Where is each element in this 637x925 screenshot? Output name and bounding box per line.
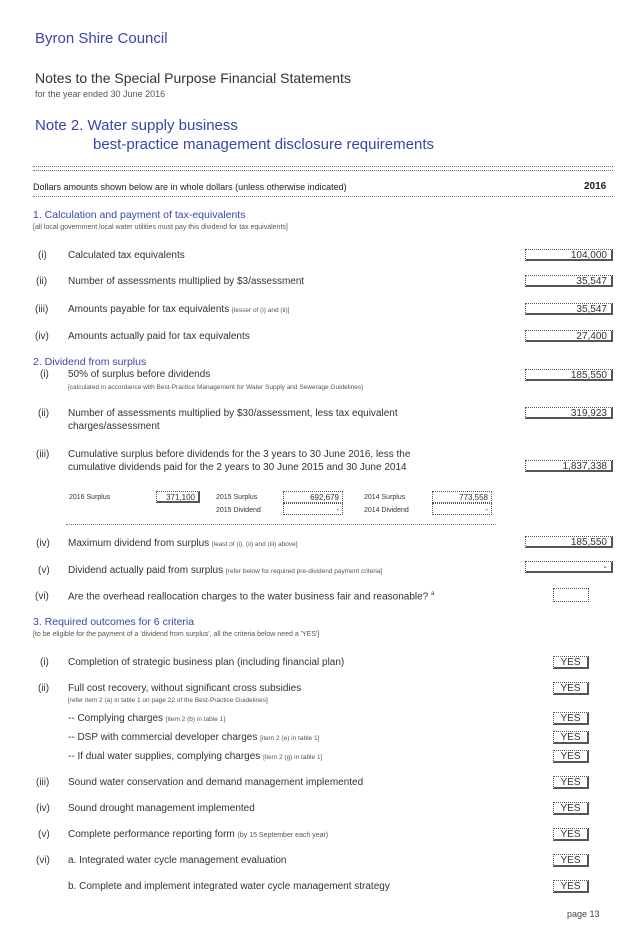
row-text: Amounts actually paid for tax equivalents [68, 331, 250, 342]
value-box: 185,550 [525, 536, 613, 548]
value-box: 1,837,338 [525, 460, 613, 472]
footnote-marker: a [431, 591, 435, 597]
table-header-year: 2016 [584, 181, 607, 192]
row-text-small: [item 2 (g) in table 1] [263, 754, 323, 761]
row-num: (iii) [36, 449, 50, 460]
note-subtitle: best-practice management disclosure requirements [93, 136, 434, 153]
row-text-small: [item 2 (b) in table 1] [165, 716, 226, 723]
row-num: (v) [38, 565, 50, 576]
surplus-2015-value: 692,679 [283, 491, 343, 503]
row-num: (ii) [38, 683, 50, 694]
yes-box: YES [553, 656, 589, 669]
value-box: 104,000 [525, 249, 613, 261]
row-text-small: [lesser of (i) and (ii)] [232, 307, 290, 314]
row-num: (i) [40, 657, 49, 668]
row-num: (iii) [35, 304, 49, 315]
row-text-main: Dividend actually paid from surplus [68, 565, 224, 576]
fiscal-year: for the year ended 30 June 2016 [35, 89, 166, 99]
row-text: charges/assessment [68, 421, 160, 432]
section1-note: [all local government local water utilities must pay this dividend for tax equivalents] [33, 224, 288, 231]
row-text-small: [calculated in accordance with Best-Practice Management for Water Supply and Sewerage Guidelines] [68, 384, 363, 391]
row-text: Calculated tax equivalents [68, 250, 185, 261]
row-num: (ii) [36, 276, 48, 287]
row-text-main: -- DSP with commercial developer charges [68, 732, 258, 743]
row-text: Completion of strategic business plan (including financial plan) [68, 657, 345, 668]
row-text-small: (by 15 September each year) [237, 832, 329, 839]
value-box: - [525, 561, 613, 573]
row-text-main: Amounts payable for tax equivalents [68, 304, 230, 315]
row-text: Number of assessments multiplied by $30/assessment, less tax equivalent [68, 408, 398, 419]
row-num: (i) [40, 369, 49, 380]
divider [33, 166, 613, 171]
row-text [68, 732, 319, 743]
yes-box: YES [553, 776, 589, 789]
section2-title: 2. Dividend from surplus [33, 356, 147, 368]
page-number: page 13 [567, 909, 600, 919]
surplus-2014-label: 2014 Surplus [364, 494, 406, 501]
yes-box: YES [553, 682, 589, 695]
row-text: b. Complete and implement integrated water cycle management strategy [68, 881, 390, 892]
yes-box: YES [553, 828, 589, 841]
value-box: 319,923 [525, 407, 613, 419]
row-text-small: [refer below for required pre-dividend payment criteria] [225, 568, 383, 575]
row-text [68, 304, 289, 315]
row-text: 50% of surplus before dividends [68, 369, 211, 380]
row-text [68, 751, 322, 762]
row-num: (vi) [36, 855, 50, 866]
surplus-2015-label: 2015 Surplus [216, 494, 258, 501]
row-num: (iii) [36, 777, 50, 788]
council-name: Byron Shire Council [35, 30, 168, 47]
row-text-small: [least of (i), (ii) and (iii) above] [211, 541, 298, 548]
divider [33, 196, 613, 197]
row-text-small: [item 2 (e) in table 1] [260, 735, 320, 742]
row-text [68, 829, 328, 840]
surplus-2014-value: 773,558 [432, 491, 492, 503]
row-text [68, 565, 382, 576]
row-text: Number of assessments multiplied by $3/assessment [68, 276, 305, 287]
row-num: (vi) [35, 591, 49, 602]
yes-box: YES [553, 880, 589, 893]
row-num: (iv) [36, 803, 50, 814]
dividend-2014-value: - [432, 503, 492, 515]
row-text: cumulative dividends paid for the 2 years to 30 June 2015 and 30 June 2014 [68, 462, 407, 473]
yes-box: YES [553, 802, 589, 815]
dividend-2014-label: 2014 Dividend [364, 507, 409, 514]
notes-title: Notes to the Special Purpose Financial Statements [35, 70, 351, 86]
value-box: 185,550 [525, 369, 613, 381]
yes-box: YES [553, 854, 589, 867]
row-text-main: Complete performance reporting form [68, 829, 235, 840]
row-text-main: Are the overhead reallocation charges to the water business fair and reasonable? [68, 591, 432, 603]
yes-box: YES [553, 750, 589, 763]
row-num: (v) [38, 829, 50, 840]
row-text: Full cost recovery, without significant cross subsidies [68, 683, 302, 694]
surplus-2016-label: 2016 Surplus [69, 494, 111, 501]
row-num: (iv) [35, 331, 49, 342]
surplus-2016-value: 371,100 [156, 491, 200, 503]
row-text-main: -- Complying charges [68, 713, 164, 724]
row-text-main: Maximum dividend from surplus [68, 538, 210, 549]
section3-title: 3. Required outcomes for 6 criteria [33, 616, 195, 628]
yes-box: YES [553, 712, 589, 725]
table-header-desc: Dollars amounts shown below are in whole dollars (unless otherwise indicated) [33, 182, 347, 192]
row-text [68, 591, 434, 602]
value-box: 35,547 [525, 275, 613, 287]
dividend-2015-label: 2015 Dividend [216, 507, 261, 514]
yes-box: YES [553, 731, 589, 744]
value-box [553, 588, 589, 602]
section3-note: [to be eligible for the payment of a 'dividend from surplus', all the criteria below need a 'YES'] [33, 631, 320, 638]
row-text: Sound drought management implemented [68, 803, 255, 814]
note-title: Note 2. Water supply business [35, 117, 238, 134]
row-text [68, 713, 225, 724]
row-num: (ii) [38, 408, 50, 419]
row-text: Cumulative surplus before dividends for the 3 years to 30 June 2016, less the [68, 449, 411, 460]
row-text [68, 538, 298, 549]
row-text-main: -- If dual water supplies, complying charges [68, 751, 261, 762]
row-text-small: [refer item 2 (a) in table 1 on page 22 of the Best-Practice Guidelines] [68, 697, 268, 704]
row-text: Sound water conservation and demand management implemented [68, 777, 364, 788]
row-text: a. Integrated water cycle management evaluation [68, 855, 287, 866]
row-num: (iv) [36, 538, 50, 549]
value-box: 35,547 [525, 303, 613, 315]
dividend-2015-value: - [283, 503, 343, 515]
row-num: (i) [38, 250, 47, 261]
section1-title: 1. Calculation and payment of tax-equivalents [33, 209, 246, 221]
value-box: 27,400 [525, 330, 613, 342]
